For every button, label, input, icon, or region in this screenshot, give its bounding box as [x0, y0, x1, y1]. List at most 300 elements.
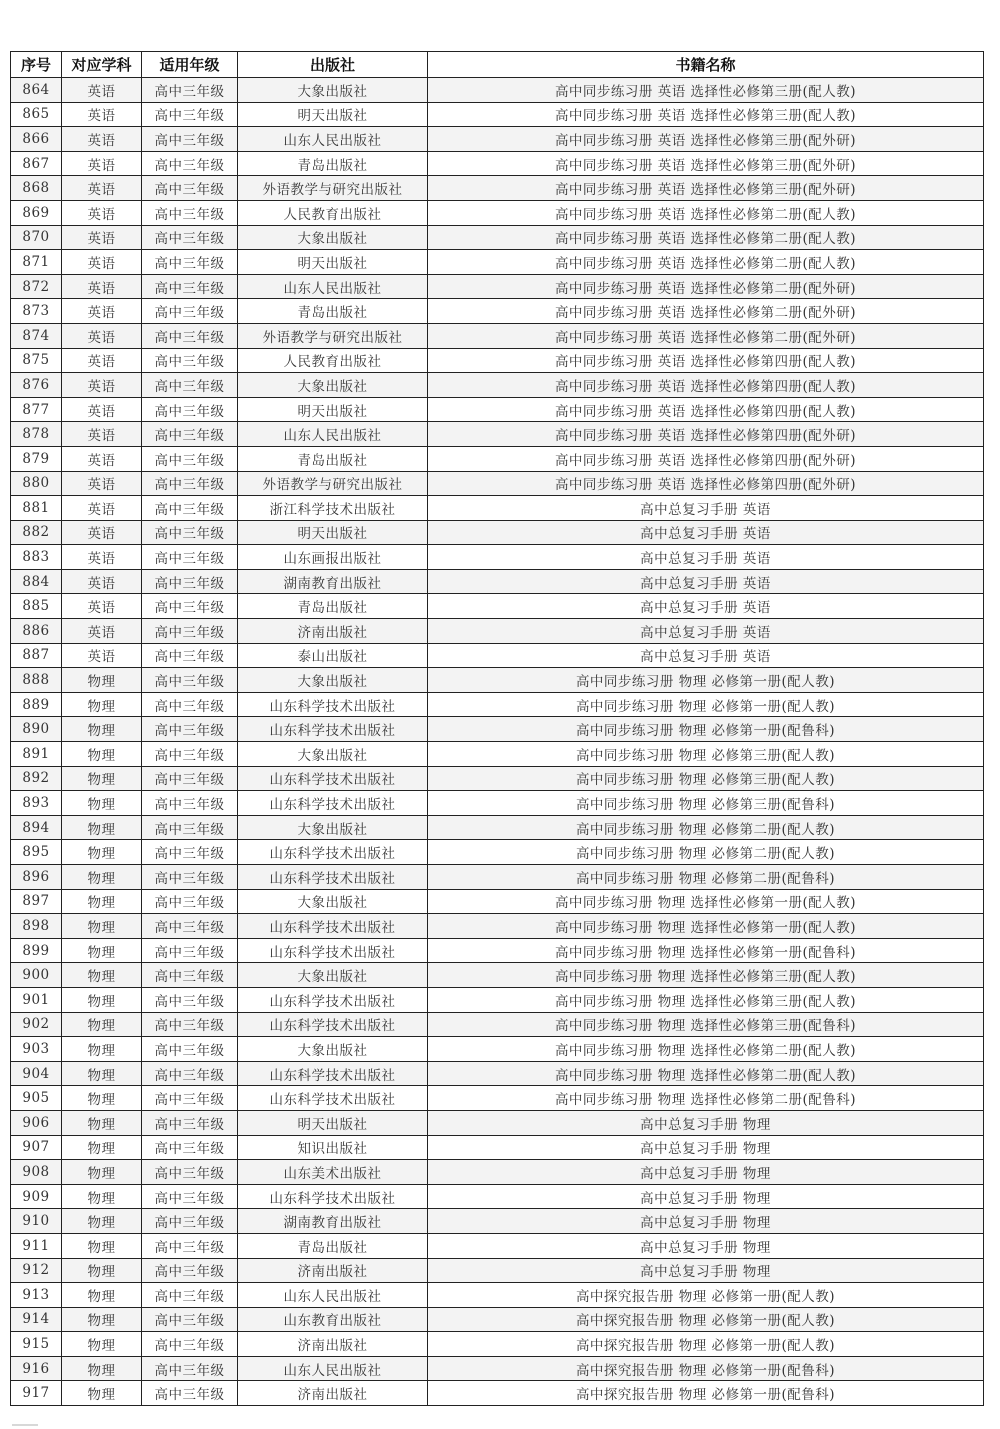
cell-book-title: 高中总复习手册 物理	[428, 1160, 984, 1185]
table-row	[11, 1258, 984, 1283]
cell-grade: 高中三年级	[142, 1110, 238, 1135]
cell-book-title: 高中总复习手册 物理	[428, 1110, 984, 1135]
cell-serial: 900	[11, 963, 62, 988]
cell-grade: 高中三年级	[142, 1307, 238, 1332]
cell-serial: 888	[11, 668, 62, 693]
cell-book-title: 高中同步练习册 物理 选择性必修第一册(配鲁科)	[428, 938, 984, 963]
cell-publisher: 青岛出版社	[238, 446, 428, 471]
table-row	[11, 643, 984, 668]
table-row	[11, 1233, 984, 1258]
cell-subject: 英语	[62, 200, 142, 225]
cell-grade: 高中三年级	[142, 766, 238, 791]
cell-publisher: 湖南教育出版社	[238, 1209, 428, 1234]
cell-publisher: 青岛出版社	[238, 594, 428, 619]
cell-subject: 英语	[62, 176, 142, 201]
cell-book-title: 高中总复习手册 英语	[428, 520, 984, 545]
cell-publisher: 山东科学技术出版社	[238, 987, 428, 1012]
cell-book-title: 高中探究报告册 物理 必修第一册(配鲁科)	[428, 1356, 984, 1381]
cell-book-title: 高中总复习手册 英语	[428, 496, 984, 521]
cell-subject: 物理	[62, 1135, 142, 1160]
cell-serial: 884	[11, 569, 62, 594]
cell-publisher: 山东人民出版社	[238, 1283, 428, 1308]
table-row	[11, 1381, 984, 1406]
cell-publisher: 山东美术出版社	[238, 1160, 428, 1185]
table-row	[11, 1135, 984, 1160]
cell-publisher: 济南出版社	[238, 1332, 428, 1357]
cell-book-title: 高中总复习手册 物理	[428, 1135, 984, 1160]
cell-grade: 高中三年级	[142, 397, 238, 422]
cell-grade: 高中三年级	[142, 1086, 238, 1111]
cell-publisher: 山东科学技术出版社	[238, 717, 428, 742]
cell-serial: 872	[11, 274, 62, 299]
cell-serial: 902	[11, 1012, 62, 1037]
cell-publisher: 大象出版社	[238, 225, 428, 250]
cell-subject: 物理	[62, 1356, 142, 1381]
cell-book-title: 高中总复习手册 英语	[428, 569, 984, 594]
cell-grade: 高中三年级	[142, 619, 238, 644]
cell-grade: 高中三年级	[142, 225, 238, 250]
cell-grade: 高中三年级	[142, 938, 238, 963]
table-row	[11, 545, 984, 570]
cell-book-title: 高中总复习手册 英语	[428, 545, 984, 570]
cell-subject: 物理	[62, 1110, 142, 1135]
cell-book-title: 高中同步练习册 物理 选择性必修第三册(配人教)	[428, 963, 984, 988]
cell-grade: 高中三年级	[142, 643, 238, 668]
cell-book-title: 高中同步练习册 英语 选择性必修第四册(配人教)	[428, 397, 984, 422]
table-row	[11, 250, 984, 275]
cell-subject: 英语	[62, 323, 142, 348]
cell-grade: 高中三年级	[142, 1184, 238, 1209]
cell-serial: 866	[11, 127, 62, 152]
page-bottom-mark	[12, 1424, 38, 1426]
cell-publisher: 大象出版社	[238, 889, 428, 914]
table-row	[11, 200, 984, 225]
cell-subject: 英语	[62, 496, 142, 521]
cell-book-title: 高中探究报告册 物理 必修第一册(配鲁科)	[428, 1381, 984, 1406]
cell-subject: 英语	[62, 78, 142, 103]
cell-serial: 906	[11, 1110, 62, 1135]
cell-publisher: 外语教学与研究出版社	[238, 176, 428, 201]
cell-subject: 物理	[62, 1307, 142, 1332]
cell-book-title: 高中同步练习册 物理 选择性必修第三册(配人教)	[428, 987, 984, 1012]
cell-serial: 901	[11, 987, 62, 1012]
cell-subject: 英语	[62, 471, 142, 496]
table-row	[11, 151, 984, 176]
header-row	[11, 52, 984, 78]
cell-serial: 877	[11, 397, 62, 422]
cell-grade: 高中三年级	[142, 692, 238, 717]
table-row	[11, 766, 984, 791]
cell-book-title: 高中同步练习册 英语 选择性必修第二册(配外研)	[428, 323, 984, 348]
cell-publisher: 山东科学技术出版社	[238, 840, 428, 865]
cell-book-title: 高中同步练习册 物理 选择性必修第二册(配鲁科)	[428, 1086, 984, 1111]
cell-serial: 892	[11, 766, 62, 791]
cell-grade: 高中三年级	[142, 151, 238, 176]
cell-publisher: 济南出版社	[238, 1258, 428, 1283]
table-row	[11, 1307, 984, 1332]
cell-serial: 914	[11, 1307, 62, 1332]
cell-subject: 物理	[62, 1258, 142, 1283]
column-header-book-title: 书籍名称	[428, 52, 984, 78]
table-row	[11, 1061, 984, 1086]
cell-serial: 864	[11, 78, 62, 103]
cell-grade: 高中三年级	[142, 127, 238, 152]
cell-publisher: 山东科学技术出版社	[238, 1061, 428, 1086]
cell-subject: 英语	[62, 594, 142, 619]
cell-grade: 高中三年级	[142, 200, 238, 225]
cell-grade: 高中三年级	[142, 323, 238, 348]
cell-book-title: 高中探究报告册 物理 必修第一册(配人教)	[428, 1332, 984, 1357]
cell-publisher: 明天出版社	[238, 1110, 428, 1135]
cell-publisher: 山东科学技术出版社	[238, 1086, 428, 1111]
cell-publisher: 山东科学技术出版社	[238, 938, 428, 963]
table-row	[11, 348, 984, 373]
cell-book-title: 高中同步练习册 英语 选择性必修第四册(配外研)	[428, 446, 984, 471]
cell-subject: 物理	[62, 1037, 142, 1062]
table-row	[11, 569, 984, 594]
cell-grade: 高中三年级	[142, 742, 238, 767]
cell-book-title: 高中同步练习册 物理 选择性必修第一册(配人教)	[428, 914, 984, 939]
cell-book-title: 高中同步练习册 物理 必修第三册(配人教)	[428, 766, 984, 791]
cell-serial: 874	[11, 323, 62, 348]
cell-grade: 高中三年级	[142, 545, 238, 570]
cell-book-title: 高中同步练习册 英语 选择性必修第三册(配外研)	[428, 176, 984, 201]
cell-serial: 903	[11, 1037, 62, 1062]
cell-grade: 高中三年级	[142, 1233, 238, 1258]
cell-subject: 物理	[62, 1209, 142, 1234]
cell-serial: 879	[11, 446, 62, 471]
cell-subject: 物理	[62, 717, 142, 742]
cell-book-title: 高中同步练习册 物理 必修第一册(配人教)	[428, 668, 984, 693]
cell-grade: 高中三年级	[142, 1356, 238, 1381]
table-row	[11, 840, 984, 865]
cell-book-title: 高中同步练习册 物理 必修第二册(配人教)	[428, 840, 984, 865]
cell-book-title: 高中同步练习册 物理 必修第三册(配人教)	[428, 742, 984, 767]
cell-subject: 物理	[62, 742, 142, 767]
cell-book-title: 高中同步练习册 英语 选择性必修第二册(配人教)	[428, 250, 984, 275]
cell-grade: 高中三年级	[142, 299, 238, 324]
table-row	[11, 692, 984, 717]
table-row	[11, 619, 984, 644]
cell-subject: 物理	[62, 840, 142, 865]
cell-publisher: 山东科学技术出版社	[238, 791, 428, 816]
cell-serial: 891	[11, 742, 62, 767]
table-row	[11, 742, 984, 767]
cell-subject: 物理	[62, 692, 142, 717]
cell-publisher: 大象出版社	[238, 1037, 428, 1062]
table-row	[11, 1037, 984, 1062]
cell-serial: 896	[11, 865, 62, 890]
cell-serial: 882	[11, 520, 62, 545]
cell-grade: 高中三年级	[142, 865, 238, 890]
cell-subject: 物理	[62, 963, 142, 988]
cell-book-title: 高中总复习手册 英语	[428, 594, 984, 619]
table-row	[11, 594, 984, 619]
cell-book-title: 高中同步练习册 物理 必修第二册(配鲁科)	[428, 865, 984, 890]
cell-book-title: 高中探究报告册 物理 必修第一册(配人教)	[428, 1307, 984, 1332]
cell-publisher: 山东人民出版社	[238, 1356, 428, 1381]
cell-publisher: 青岛出版社	[238, 1233, 428, 1258]
cell-publisher: 明天出版社	[238, 397, 428, 422]
table-row	[11, 323, 984, 348]
cell-grade: 高中三年级	[142, 274, 238, 299]
cell-publisher: 浙江科学技术出版社	[238, 496, 428, 521]
cell-subject: 英语	[62, 127, 142, 152]
cell-serial: 886	[11, 619, 62, 644]
cell-subject: 英语	[62, 545, 142, 570]
cell-serial: 908	[11, 1160, 62, 1185]
cell-subject: 物理	[62, 1061, 142, 1086]
cell-subject: 英语	[62, 397, 142, 422]
cell-subject: 英语	[62, 250, 142, 275]
cell-serial: 869	[11, 200, 62, 225]
cell-grade: 高中三年级	[142, 914, 238, 939]
cell-grade: 高中三年级	[142, 1209, 238, 1234]
cell-subject: 物理	[62, 815, 142, 840]
cell-book-title: 高中总复习手册 物理	[428, 1184, 984, 1209]
cell-subject: 英语	[62, 348, 142, 373]
cell-subject: 物理	[62, 766, 142, 791]
cell-serial: 887	[11, 643, 62, 668]
cell-grade: 高中三年级	[142, 373, 238, 398]
table-row	[11, 668, 984, 693]
cell-book-title: 高中同步练习册 物理 必修第一册(配人教)	[428, 692, 984, 717]
cell-grade: 高中三年级	[142, 1332, 238, 1357]
cell-publisher: 知识出版社	[238, 1135, 428, 1160]
cell-book-title: 高中总复习手册 英语	[428, 643, 984, 668]
cell-serial: 913	[11, 1283, 62, 1308]
cell-grade: 高中三年级	[142, 1135, 238, 1160]
book-list-table	[10, 51, 984, 1406]
cell-book-title: 高中总复习手册 物理	[428, 1258, 984, 1283]
cell-book-title: 高中同步练习册 物理 选择性必修第三册(配鲁科)	[428, 1012, 984, 1037]
cell-subject: 物理	[62, 791, 142, 816]
cell-grade: 高中三年级	[142, 446, 238, 471]
cell-publisher: 明天出版社	[238, 250, 428, 275]
table-row	[11, 78, 984, 103]
cell-publisher: 山东科学技术出版社	[238, 914, 428, 939]
table-row	[11, 938, 984, 963]
cell-serial: 889	[11, 692, 62, 717]
table-body	[11, 78, 984, 1406]
cell-serial: 878	[11, 422, 62, 447]
cell-serial: 871	[11, 250, 62, 275]
cell-book-title: 高中探究报告册 物理 必修第一册(配人教)	[428, 1283, 984, 1308]
table-row	[11, 102, 984, 127]
cell-serial: 905	[11, 1086, 62, 1111]
cell-grade: 高中三年级	[142, 1061, 238, 1086]
cell-publisher: 明天出版社	[238, 520, 428, 545]
cell-subject: 英语	[62, 446, 142, 471]
cell-subject: 物理	[62, 938, 142, 963]
cell-serial: 875	[11, 348, 62, 373]
cell-book-title: 高中同步练习册 物理 选择性必修第二册(配人教)	[428, 1037, 984, 1062]
cell-subject: 物理	[62, 1283, 142, 1308]
cell-book-title: 高中同步练习册 物理 选择性必修第二册(配人教)	[428, 1061, 984, 1086]
cell-publisher: 山东人民出版社	[238, 127, 428, 152]
cell-publisher: 泰山出版社	[238, 643, 428, 668]
cell-serial: 881	[11, 496, 62, 521]
cell-book-title: 高中同步练习册 英语 选择性必修第四册(配外研)	[428, 422, 984, 447]
cell-grade: 高中三年级	[142, 496, 238, 521]
cell-subject: 物理	[62, 1332, 142, 1357]
cell-publisher: 山东科学技术出版社	[238, 1184, 428, 1209]
cell-serial: 895	[11, 840, 62, 865]
table-row	[11, 914, 984, 939]
table-header	[11, 52, 984, 78]
cell-grade: 高中三年级	[142, 987, 238, 1012]
cell-subject: 物理	[62, 1012, 142, 1037]
table-row	[11, 299, 984, 324]
cell-grade: 高中三年级	[142, 1283, 238, 1308]
column-header-serial: 序号	[11, 52, 62, 78]
book-list-sheet	[10, 51, 983, 1406]
cell-grade: 高中三年级	[142, 889, 238, 914]
cell-subject: 物理	[62, 1160, 142, 1185]
cell-subject: 英语	[62, 102, 142, 127]
cell-subject: 英语	[62, 274, 142, 299]
cell-serial: 915	[11, 1332, 62, 1357]
cell-subject: 物理	[62, 1086, 142, 1111]
cell-grade: 高中三年级	[142, 1037, 238, 1062]
cell-publisher: 山东科学技术出版社	[238, 766, 428, 791]
cell-subject: 英语	[62, 299, 142, 324]
cell-grade: 高中三年级	[142, 668, 238, 693]
cell-book-title: 高中同步练习册 物理 必修第二册(配人教)	[428, 815, 984, 840]
cell-publisher: 湖南教育出版社	[238, 569, 428, 594]
table-row	[11, 717, 984, 742]
cell-serial: 885	[11, 594, 62, 619]
column-header-subject: 对应学科	[62, 52, 142, 78]
cell-grade: 高中三年级	[142, 791, 238, 816]
cell-subject: 物理	[62, 987, 142, 1012]
cell-serial: 876	[11, 373, 62, 398]
cell-grade: 高中三年级	[142, 840, 238, 865]
cell-serial: 894	[11, 815, 62, 840]
cell-subject: 物理	[62, 865, 142, 890]
table-row	[11, 397, 984, 422]
cell-publisher: 山东教育出版社	[238, 1307, 428, 1332]
cell-publisher: 外语教学与研究出版社	[238, 471, 428, 496]
cell-subject: 英语	[62, 225, 142, 250]
table-row	[11, 865, 984, 890]
cell-serial: 870	[11, 225, 62, 250]
cell-subject: 物理	[62, 889, 142, 914]
cell-book-title: 高中同步练习册 物理 必修第三册(配鲁科)	[428, 791, 984, 816]
cell-publisher: 外语教学与研究出版社	[238, 323, 428, 348]
cell-grade: 高中三年级	[142, 963, 238, 988]
cell-book-title: 高中同步练习册 英语 选择性必修第二册(配外研)	[428, 274, 984, 299]
cell-book-title: 高中同步练习册 英语 选择性必修第二册(配人教)	[428, 225, 984, 250]
cell-book-title: 高中同步练习册 物理 必修第一册(配鲁科)	[428, 717, 984, 742]
cell-publisher: 山东科学技术出版社	[238, 1012, 428, 1037]
cell-serial: 865	[11, 102, 62, 127]
cell-book-title: 高中同步练习册 英语 选择性必修第四册(配人教)	[428, 348, 984, 373]
cell-serial: 904	[11, 1061, 62, 1086]
table-row	[11, 1012, 984, 1037]
cell-serial: 907	[11, 1135, 62, 1160]
cell-book-title: 高中总复习手册 英语	[428, 619, 984, 644]
cell-serial: 883	[11, 545, 62, 570]
cell-serial: 868	[11, 176, 62, 201]
cell-publisher: 山东画报出版社	[238, 545, 428, 570]
cell-grade: 高中三年级	[142, 594, 238, 619]
table-row	[11, 1332, 984, 1357]
table-row	[11, 1283, 984, 1308]
cell-subject: 英语	[62, 520, 142, 545]
table-row	[11, 1110, 984, 1135]
column-header-grade: 适用年级	[142, 52, 238, 78]
table-row	[11, 889, 984, 914]
cell-book-title: 高中同步练习册 英语 选择性必修第三册(配外研)	[428, 127, 984, 152]
cell-subject: 英语	[62, 151, 142, 176]
cell-serial: 909	[11, 1184, 62, 1209]
cell-book-title: 高中同步练习册 英语 选择性必修第四册(配人教)	[428, 373, 984, 398]
cell-subject: 英语	[62, 569, 142, 594]
column-header-publisher: 出版社	[238, 52, 428, 78]
cell-subject: 英语	[62, 643, 142, 668]
cell-serial: 917	[11, 1381, 62, 1406]
table-row	[11, 987, 984, 1012]
cell-serial: 890	[11, 717, 62, 742]
cell-book-title: 高中同步练习册 英语 选择性必修第二册(配人教)	[428, 200, 984, 225]
table-row	[11, 1356, 984, 1381]
cell-serial: 893	[11, 791, 62, 816]
cell-subject: 物理	[62, 1381, 142, 1406]
cell-subject: 英语	[62, 373, 142, 398]
table-row	[11, 815, 984, 840]
cell-publisher: 山东人民出版社	[238, 274, 428, 299]
cell-grade: 高中三年级	[142, 569, 238, 594]
cell-grade: 高中三年级	[142, 717, 238, 742]
cell-publisher: 山东科学技术出版社	[238, 692, 428, 717]
cell-grade: 高中三年级	[142, 176, 238, 201]
cell-serial: 897	[11, 889, 62, 914]
table-row	[11, 446, 984, 471]
table-row	[11, 373, 984, 398]
cell-publisher: 山东科学技术出版社	[238, 865, 428, 890]
cell-grade: 高中三年级	[142, 1160, 238, 1185]
cell-serial: 898	[11, 914, 62, 939]
cell-publisher: 明天出版社	[238, 102, 428, 127]
cell-serial: 899	[11, 938, 62, 963]
cell-grade: 高中三年级	[142, 815, 238, 840]
cell-subject: 英语	[62, 619, 142, 644]
cell-book-title: 高中同步练习册 英语 选择性必修第四册(配外研)	[428, 471, 984, 496]
cell-publisher: 青岛出版社	[238, 151, 428, 176]
table-row	[11, 274, 984, 299]
cell-serial: 916	[11, 1356, 62, 1381]
cell-subject: 物理	[62, 668, 142, 693]
cell-publisher: 大象出版社	[238, 963, 428, 988]
cell-publisher: 人民教育出版社	[238, 348, 428, 373]
table-row	[11, 1184, 984, 1209]
table-row	[11, 225, 984, 250]
cell-publisher: 大象出版社	[238, 78, 428, 103]
cell-publisher: 人民教育出版社	[238, 200, 428, 225]
table-row	[11, 422, 984, 447]
cell-serial: 911	[11, 1233, 62, 1258]
cell-subject: 英语	[62, 422, 142, 447]
cell-grade: 高中三年级	[142, 1258, 238, 1283]
cell-grade: 高中三年级	[142, 102, 238, 127]
table-row	[11, 496, 984, 521]
cell-publisher: 大象出版社	[238, 815, 428, 840]
cell-book-title: 高中同步练习册 英语 选择性必修第三册(配人教)	[428, 78, 984, 103]
cell-grade: 高中三年级	[142, 1012, 238, 1037]
cell-grade: 高中三年级	[142, 471, 238, 496]
cell-grade: 高中三年级	[142, 520, 238, 545]
